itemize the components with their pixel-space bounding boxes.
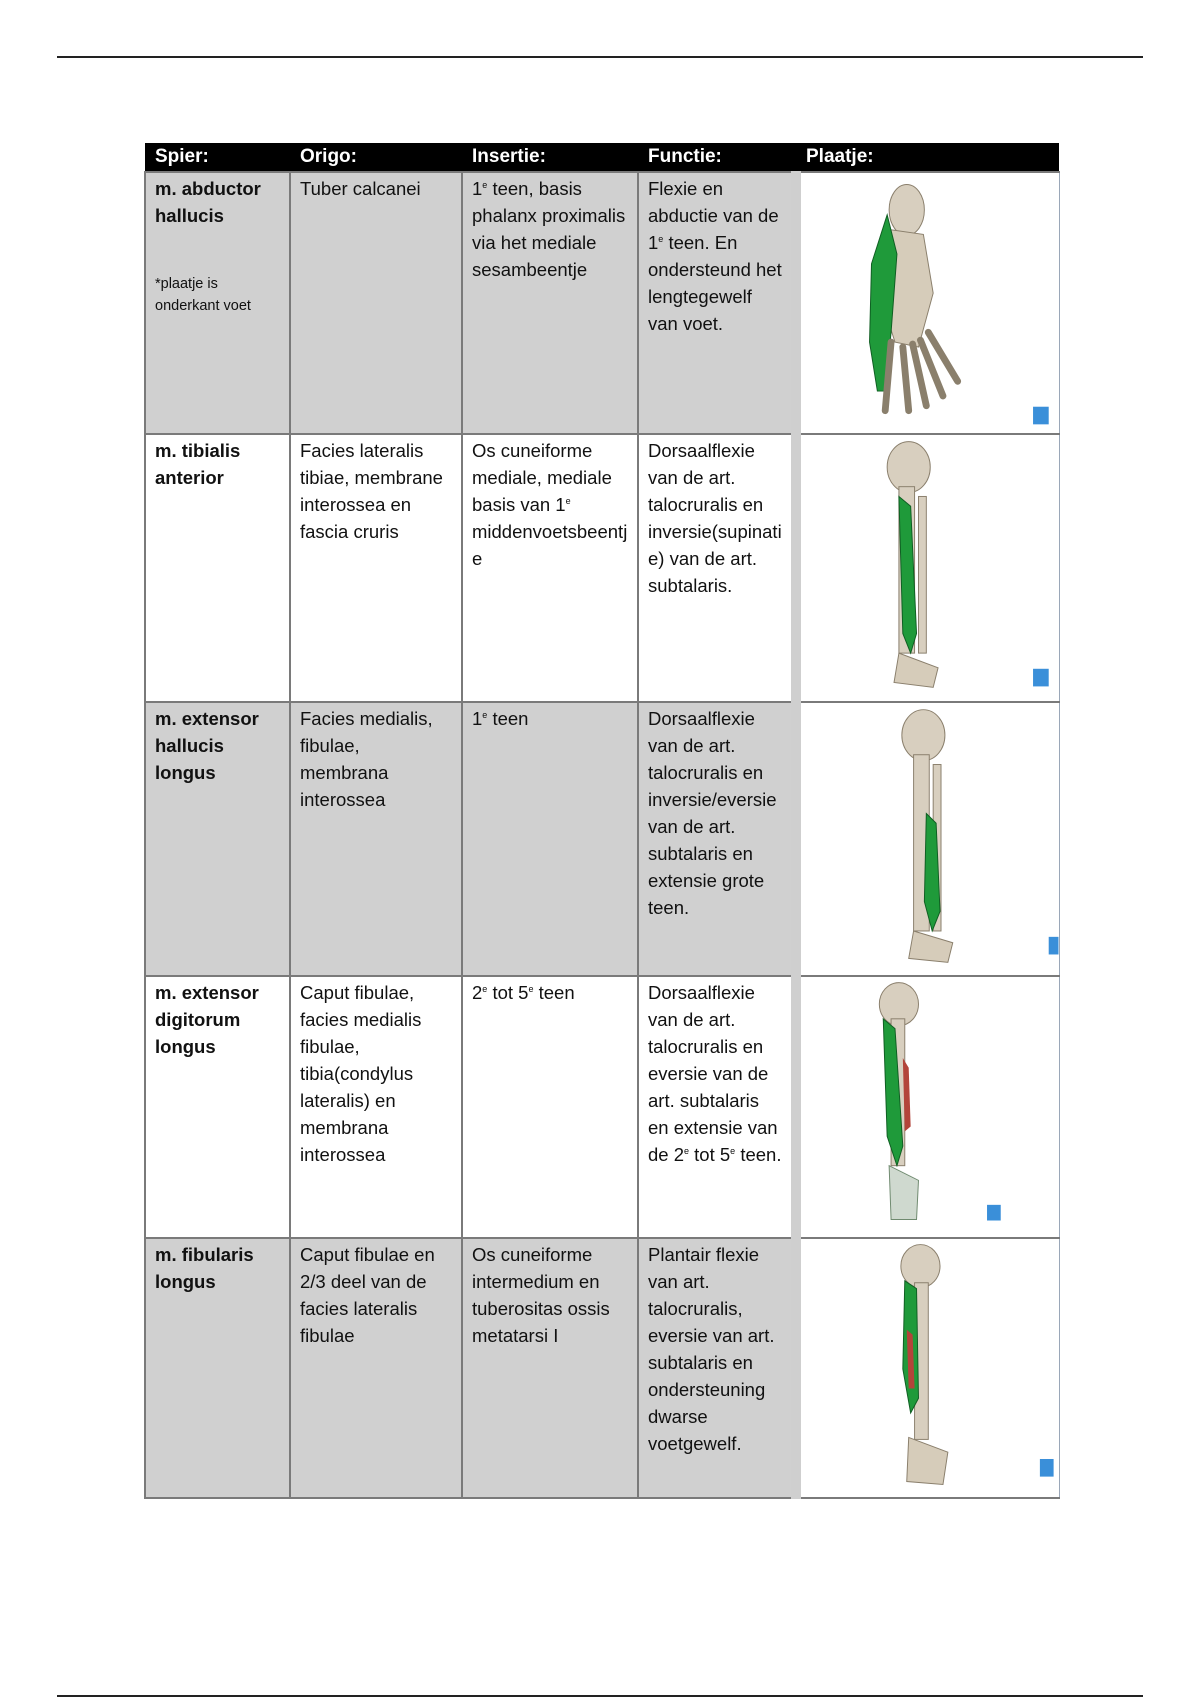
image-cell (796, 1238, 1059, 1498)
functie-cell: Dorsaalflexie van de art. talocruralis en inversie/eversie van de art. subtalaris en extensie grote teen. (638, 702, 796, 976)
extensor-hallucis-longus-image (801, 703, 1059, 969)
table-header-row (145, 143, 1059, 172)
col-header-plaatje: Plaatje: (796, 143, 1059, 172)
col-header-origo: Origo: (290, 143, 462, 172)
origo-cell: Caput fibulae, facies medialis fibulae, tibia(condylus lateralis) en membrana interossea (290, 976, 462, 1238)
table-row (145, 434, 1059, 702)
table-row (145, 172, 1059, 434)
muscle-name: m. abductor hallucis (155, 178, 261, 226)
table-row (145, 976, 1059, 1238)
functie-cell: Flexie en abductie van de 1e teen. En ondersteund het lengtegewelf van voet. (638, 172, 796, 434)
origo-cell: Tuber calcanei (290, 172, 462, 434)
extensor-digitorum-longus-image (801, 977, 1059, 1231)
header-rule (57, 56, 1143, 58)
muscle-name: m. fibularis longus (145, 1238, 290, 1498)
table-row (145, 1238, 1059, 1498)
muscle-name: m. extensor digitorum longus (145, 976, 290, 1238)
origo-cell: Facies medialis, fibulae, membrana interossea (290, 702, 462, 976)
muscle-name-cell (145, 172, 290, 434)
image-cell (796, 434, 1059, 702)
fibularis-longus-image (801, 1239, 1059, 1491)
table-row (145, 702, 1059, 976)
image-cell (796, 702, 1059, 976)
muscle-name: m. tibialis anterior (145, 434, 290, 702)
functie-cell: Dorsaalflexie van de art. talocruralis en inversie(supinatie) van de art. subtalaris. (638, 434, 796, 702)
insertie-cell: 1e teen, basis phalanx proximalis via het mediale sesambeentje (462, 172, 638, 434)
image-cell (796, 172, 1059, 434)
foot-plantar-image (801, 173, 1059, 427)
muscle-name: m. extensor hallucis longus (145, 702, 290, 976)
col-header-functie: Functie: (638, 143, 796, 172)
functie-cell: Plantair flexie van art. talocruralis, eversie van art. subtalaris en ondersteuning dwarse voetgewelf. (638, 1238, 796, 1498)
origo-cell: Caput fibulae en 2/3 deel van de facies lateralis fibulae (290, 1238, 462, 1498)
insertie-cell: 2e tot 5e teen (462, 976, 638, 1238)
tibialis-anterior-image (801, 435, 1059, 695)
muscle-table (144, 143, 1060, 1499)
col-header-insertie: Insertie: (462, 143, 638, 172)
origo-cell: Facies lateralis tibiae, membrane interossea en fascia cruris (290, 434, 462, 702)
functie-cell: Dorsaalflexie van de art. talocruralis en eversie van de art. subtalaris en extensie van de 2e tot 5e teen. (638, 976, 796, 1238)
footer-rule (57, 1695, 1143, 1697)
image-cell (796, 976, 1059, 1238)
col-header-spier: Spier: (145, 143, 290, 172)
insertie-cell: Os cuneiforme intermedium en tuberositas ossis metatarsi I (462, 1238, 638, 1498)
image-note: *plaatje is onderkant voet (155, 276, 251, 314)
insertie-cell: Os cuneiforme mediale, mediale basis van 1e middenvoetsbeentje (462, 434, 638, 702)
insertie-cell: 1e teen (462, 702, 638, 976)
